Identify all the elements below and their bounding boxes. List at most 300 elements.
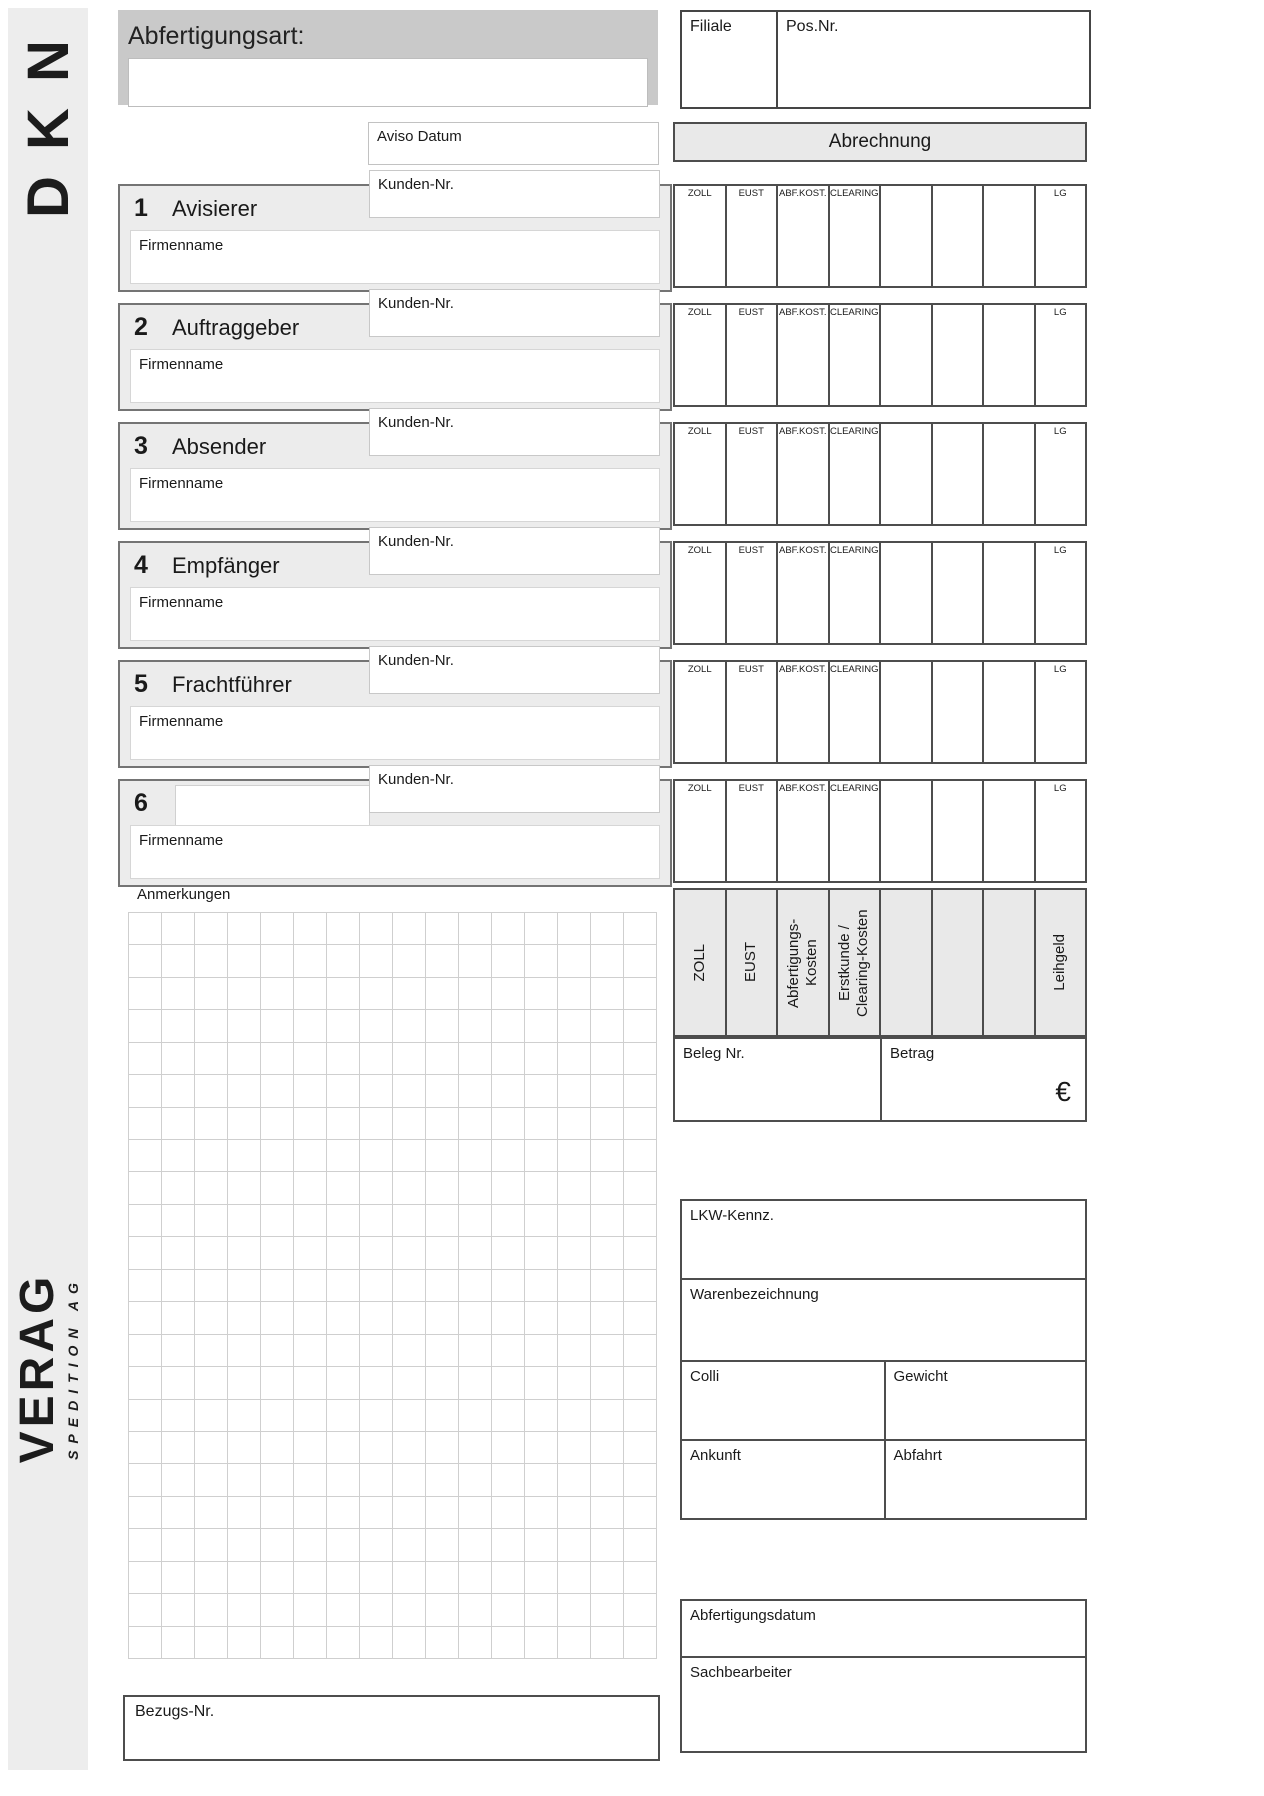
grid-cell [459,1205,492,1237]
grid-cell [228,1140,261,1172]
grid-cell [393,1010,426,1042]
grid-cell [492,913,525,945]
grid-cell [129,1270,162,1302]
grid-cell [393,978,426,1010]
legend-eust-label: EUST [742,942,760,983]
grid-cell [492,1627,525,1659]
abrechnung-cell[interactable] [982,424,1034,524]
grid-cell [492,978,525,1010]
grid-cell [558,1043,591,1075]
grid-cell [459,1043,492,1075]
grid-cell [426,1497,459,1529]
grid-cell [261,1497,294,1529]
grid-cell [195,978,228,1010]
abrechnung-cell-header: ZOLL [687,188,712,199]
abrechnung-cell[interactable] [1034,543,1086,643]
grid-cell [393,1335,426,1367]
firmenname-field[interactable] [130,230,660,284]
abrechnung-cell[interactable] [675,781,725,881]
grid-cell [558,1432,591,1464]
abrechnung-cell[interactable] [982,543,1034,643]
grid-cell [327,945,360,977]
abrechnung-cell[interactable] [725,781,777,881]
grid-cell [426,1562,459,1594]
abrechnung-cell[interactable] [931,305,983,405]
grid-cell [129,1205,162,1237]
abrechnung-cell-header: ZOLL [687,426,712,437]
grid-cell [492,1172,525,1204]
abrechnung-cell[interactable] [931,662,983,762]
grid-cell [261,1627,294,1659]
grid-cell [624,1529,657,1561]
grid-cell [195,1367,228,1399]
grid-cell [393,1594,426,1626]
grid-cell [459,1172,492,1204]
abrechnung-row [673,660,1087,764]
grid-cell [360,1237,393,1269]
grid-cell [624,1627,657,1659]
grid-cell [459,913,492,945]
abrechnung-row [673,184,1087,288]
grid-cell [393,1627,426,1659]
grid-cell [426,1400,459,1432]
filiale-posnr-box [680,10,1091,109]
grid-cell [393,1108,426,1140]
grid-cell [558,1400,591,1432]
abrechnung-cell-header: EUST [738,783,764,794]
abrechnung-cell-header: ZOLL [687,783,712,794]
grid-cell [591,945,624,977]
grid-cell [591,913,624,945]
grid-cell [228,1497,261,1529]
abrechnung-row [673,303,1087,407]
abrechnung-cell[interactable] [725,424,777,524]
section-title-blank-field[interactable] [175,785,370,827]
grid-cell [228,913,261,945]
grid-cell [228,1529,261,1561]
grid-cell [591,1108,624,1140]
grid-cell [426,913,459,945]
section-number: 1 [134,194,148,222]
ankunft-label: Ankunft [690,1447,741,1464]
grid-cell [360,1432,393,1464]
abrechnung-cell[interactable] [879,305,931,405]
grid-cell [294,1043,327,1075]
grid-cell [195,1562,228,1594]
grid-cell [492,1270,525,1302]
abfahrt-field[interactable] [886,1441,1086,1518]
grid-cell [360,1335,393,1367]
abrechnung-cell[interactable] [828,424,880,524]
abrechnung-cell[interactable] [828,662,880,762]
betrag-label: Betrag [890,1045,935,1062]
abrechnung-cell[interactable] [675,305,725,405]
grid-cell [327,1432,360,1464]
grid-cell [525,1043,558,1075]
shipment-box [680,1199,1087,1520]
grid-cell [129,1400,162,1432]
grid-cell [294,1302,327,1334]
grid-cell [261,1464,294,1496]
grid-cell [294,1205,327,1237]
grid-cell [294,1627,327,1659]
grid-cell [558,1627,591,1659]
abrechnung-cell-header: LG [1053,426,1067,437]
grid-cell [261,1270,294,1302]
abrechnung-cell[interactable] [1034,424,1086,524]
grid-cell [591,1464,624,1496]
warenbezeichnung-field[interactable] [682,1278,1085,1360]
abrechnung-cell[interactable] [776,424,828,524]
grid-cell [558,945,591,977]
grid-cell [459,1302,492,1334]
kunden-nr-field[interactable] [369,289,660,337]
grid-cell [162,1335,195,1367]
grid-cell [195,1335,228,1367]
grid-cell [294,1367,327,1399]
gewicht-label: Gewicht [893,1368,948,1385]
abrechnung-cell-header: CLEARING [829,307,879,318]
filiale-label: Filiale [690,18,732,35]
grid-cell [294,1432,327,1464]
kunden-nr-field[interactable] [369,527,660,575]
section-title: Empfänger [172,553,280,578]
grid-cell [360,1464,393,1496]
beleg-nr-field[interactable] [675,1039,882,1120]
grid-cell [360,1529,393,1561]
grid-cell [525,1205,558,1237]
grid-cell [558,1140,591,1172]
grid-cell [492,1497,525,1529]
grid-cell [195,1627,228,1659]
grid-cell [558,1529,591,1561]
grid-cell [525,1400,558,1432]
grid-cell [591,1400,624,1432]
grid-cell [558,978,591,1010]
grid-cell [492,1140,525,1172]
grid-cell [261,913,294,945]
abrechnung-cell[interactable] [879,662,931,762]
grid-cell [624,1594,657,1626]
section-number: 6 [134,789,148,817]
grid-cell [294,978,327,1010]
grid-cell [459,1270,492,1302]
firmenname-label: Firmenname [139,594,224,611]
grid-cell [228,1400,261,1432]
grid-cell [426,1464,459,1496]
grid-cell [327,1075,360,1107]
grid-cell [261,1302,294,1334]
warenbezeichnung-label: Warenbezeichnung [690,1286,819,1303]
abrechnung-cell-header: LG [1053,188,1067,199]
grid-cell [426,1140,459,1172]
grid-cell [360,1562,393,1594]
abrechnung-cell[interactable] [675,424,725,524]
abrechnung-cell-header: EUST [738,664,764,675]
grid-cell [624,1562,657,1594]
abrechnung-cell[interactable] [1034,305,1086,405]
grid-cell [624,1464,657,1496]
grid-cell [459,1497,492,1529]
abfertigungsart-input[interactable] [128,58,648,107]
grid-cell [327,1335,360,1367]
grid-cell [294,1497,327,1529]
grid-cell [261,978,294,1010]
abrechnung-row [673,779,1087,883]
grid-cell [492,1400,525,1432]
firmenname-field[interactable] [130,706,660,760]
grid-cell [228,1075,261,1107]
grid-cell [228,978,261,1010]
grid-cell [294,1594,327,1626]
bezugs-nr-label: Bezugs-Nr. [135,1703,215,1720]
grid-cell [294,913,327,945]
abrechnung-column-legend [673,888,1087,1037]
grid-cell [294,1562,327,1594]
abrechnung-cell[interactable] [931,424,983,524]
grid-cell [228,1205,261,1237]
grid-cell [294,1010,327,1042]
grid-cell [195,1043,228,1075]
grid-cell [360,913,393,945]
firmenname-label: Firmenname [139,356,224,373]
abfertigungsart-header [118,10,658,105]
colli-field[interactable] [682,1362,886,1439]
kunden-nr-field[interactable] [369,765,660,813]
grid-cell [195,1205,228,1237]
abrechnung-cell[interactable] [725,305,777,405]
grid-cell [162,1205,195,1237]
grid-cell [459,1075,492,1107]
grid-cell [228,1627,261,1659]
firmenname-label: Firmenname [139,237,224,254]
grid-cell [393,1302,426,1334]
grid-cell [393,1075,426,1107]
abrechnung-cell[interactable] [1034,781,1086,881]
grid-cell [327,1627,360,1659]
ankunft-field[interactable] [682,1441,886,1518]
abrechnung-cell[interactable] [982,186,1034,286]
grid-cell [294,945,327,977]
grid-cell [525,1335,558,1367]
grid-cell [261,1075,294,1107]
kunden-nr-field[interactable] [369,170,660,218]
grid-cell [228,1172,261,1204]
grid-cell [492,1205,525,1237]
filiale-field[interactable] [682,12,778,107]
abrechnung-cell[interactable] [879,186,931,286]
legend-blank [982,890,1034,1035]
grid-cell [426,1010,459,1042]
ankunft-abfahrt-row [682,1439,1085,1518]
abrechnung-cell[interactable] [725,662,777,762]
nkd-logo-letter: K [15,108,81,150]
grid-cell [327,913,360,945]
grid-cell [129,1497,162,1529]
abrechnung-cell[interactable] [879,424,931,524]
grid-cell [525,978,558,1010]
abrechnung-cell[interactable] [828,186,880,286]
grid-cell [525,1172,558,1204]
abrechnung-cell[interactable] [776,781,828,881]
section-six [118,771,672,887]
grid-cell [129,1140,162,1172]
grid-cell [294,1140,327,1172]
grid-cell [195,945,228,977]
grid-cell [525,1594,558,1626]
sachbearbeiter-field[interactable] [682,1658,1085,1753]
grid-cell [129,1010,162,1042]
grid-cell [327,1205,360,1237]
grid-cell [228,1108,261,1140]
abrechnung-cell-header: CLEARING [829,783,879,794]
grid-cell [162,1302,195,1334]
section-absender [118,414,672,530]
abrechnung-cell[interactable] [982,662,1034,762]
grid-cell [360,1400,393,1432]
euro-sign: € [1055,1076,1071,1107]
abrechnung-cell[interactable] [675,662,725,762]
anmerkungen-grid[interactable] [128,912,657,1659]
grid-cell [393,1043,426,1075]
grid-cell [525,1464,558,1496]
grid-cell [459,1529,492,1561]
abrechnung-cell-header: ABF.KOST. [778,188,827,199]
abrechnung-cell[interactable] [828,305,880,405]
betrag-field[interactable] [882,1039,1085,1120]
grid-cell [129,1302,162,1334]
grid-cell [294,1335,327,1367]
abrechnung-cell[interactable] [982,781,1034,881]
grid-cell [624,1497,657,1529]
grid-cell [624,1010,657,1042]
abrechnung-cell[interactable] [879,543,931,643]
grid-cell [261,1140,294,1172]
grid-cell [327,1367,360,1399]
grid-cell [393,1140,426,1172]
grid-cell [492,1562,525,1594]
grid-cell [492,1594,525,1626]
abrechnung-cell[interactable] [725,186,777,286]
bezugs-nr-field[interactable] [123,1695,660,1761]
grid-cell [525,913,558,945]
grid-cell [195,913,228,945]
abrechnung-cell[interactable] [982,305,1034,405]
grid-cell [393,1562,426,1594]
firmenname-field[interactable] [130,468,660,522]
grid-cell [624,1335,657,1367]
abrechnung-cell[interactable] [1034,186,1086,286]
grid-cell [492,1237,525,1269]
abrechnung-cell[interactable] [776,543,828,643]
abrechnung-cell[interactable] [675,543,725,643]
verag-logo-subtext: SPEDITION AG [64,1276,81,1460]
grid-cell [360,1367,393,1399]
kunden-nr-field[interactable] [369,646,660,694]
grid-cell [426,1075,459,1107]
abrechnung-cell-header: ABF.KOST. [778,545,827,556]
grid-cell [624,1432,657,1464]
firmenname-field[interactable] [130,587,660,641]
grid-cell [162,945,195,977]
abfertigungsdatum-label: Abfertigungsdatum [690,1607,816,1624]
grid-cell [459,1108,492,1140]
gewicht-field[interactable] [886,1362,1086,1439]
abrechnung-cell[interactable] [776,662,828,762]
grid-cell [426,1302,459,1334]
grid-cell [195,1075,228,1107]
abfertigungsdatum-field[interactable] [682,1601,1085,1658]
grid-cell [591,1270,624,1302]
grid-cell [162,1497,195,1529]
grid-cell [195,1108,228,1140]
abrechnung-cell[interactable] [725,543,777,643]
abrechnung-cell[interactable] [931,781,983,881]
section-number: 2 [134,313,148,341]
abrechnung-cell-header: LG [1053,664,1067,675]
abrechnung-cell[interactable] [675,186,725,286]
grid-cell [591,1010,624,1042]
abrechnung-cell[interactable] [828,543,880,643]
grid-cell [129,913,162,945]
kunden-nr-label: Kunden-Nr. [378,295,454,312]
grid-cell [426,978,459,1010]
grid-cell [459,1010,492,1042]
kunden-nr-label: Kunden-Nr. [378,652,454,669]
legend-clearingkosten [828,890,880,1035]
grid-cell [426,1205,459,1237]
abrechnung-cell[interactable] [828,781,880,881]
abrechnung-cell[interactable] [931,543,983,643]
lkw-kennz-field[interactable] [682,1201,1085,1278]
grid-cell [426,945,459,977]
abrechnung-row [673,541,1087,645]
abrechnung-cell[interactable] [776,305,828,405]
grid-cell [591,1367,624,1399]
grid-cell [426,1367,459,1399]
grid-cell [327,1594,360,1626]
processing-box [680,1599,1087,1753]
firmenname-field[interactable] [130,349,660,403]
posnr-field[interactable] [778,12,1089,107]
grid-cell [591,1432,624,1464]
grid-cell [393,913,426,945]
kunden-nr-field[interactable] [369,408,660,456]
grid-cell [459,1432,492,1464]
grid-cell [195,1594,228,1626]
grid-cell [162,1464,195,1496]
abrechnung-cell-header: ZOLL [687,545,712,556]
abrechnung-cell[interactable] [931,186,983,286]
section-title: Absender [172,434,267,459]
grid-cell [558,1302,591,1334]
aviso-datum-field[interactable] [368,122,659,165]
abrechnung-cell[interactable] [879,781,931,881]
abrechnung-cell[interactable] [776,186,828,286]
nkd-logo-letter: N [15,40,81,82]
grid-cell [393,1497,426,1529]
abrechnung-row [673,422,1087,526]
grid-cell [327,1562,360,1594]
legend-eust [725,890,777,1035]
grid-cell [492,1010,525,1042]
abrechnung-cell[interactable] [1034,662,1086,762]
firmenname-field[interactable] [130,825,660,879]
grid-cell [525,1302,558,1334]
grid-cell [393,1529,426,1561]
abrechnung-cell-header: CLEARING [829,188,879,199]
grid-cell [294,1400,327,1432]
